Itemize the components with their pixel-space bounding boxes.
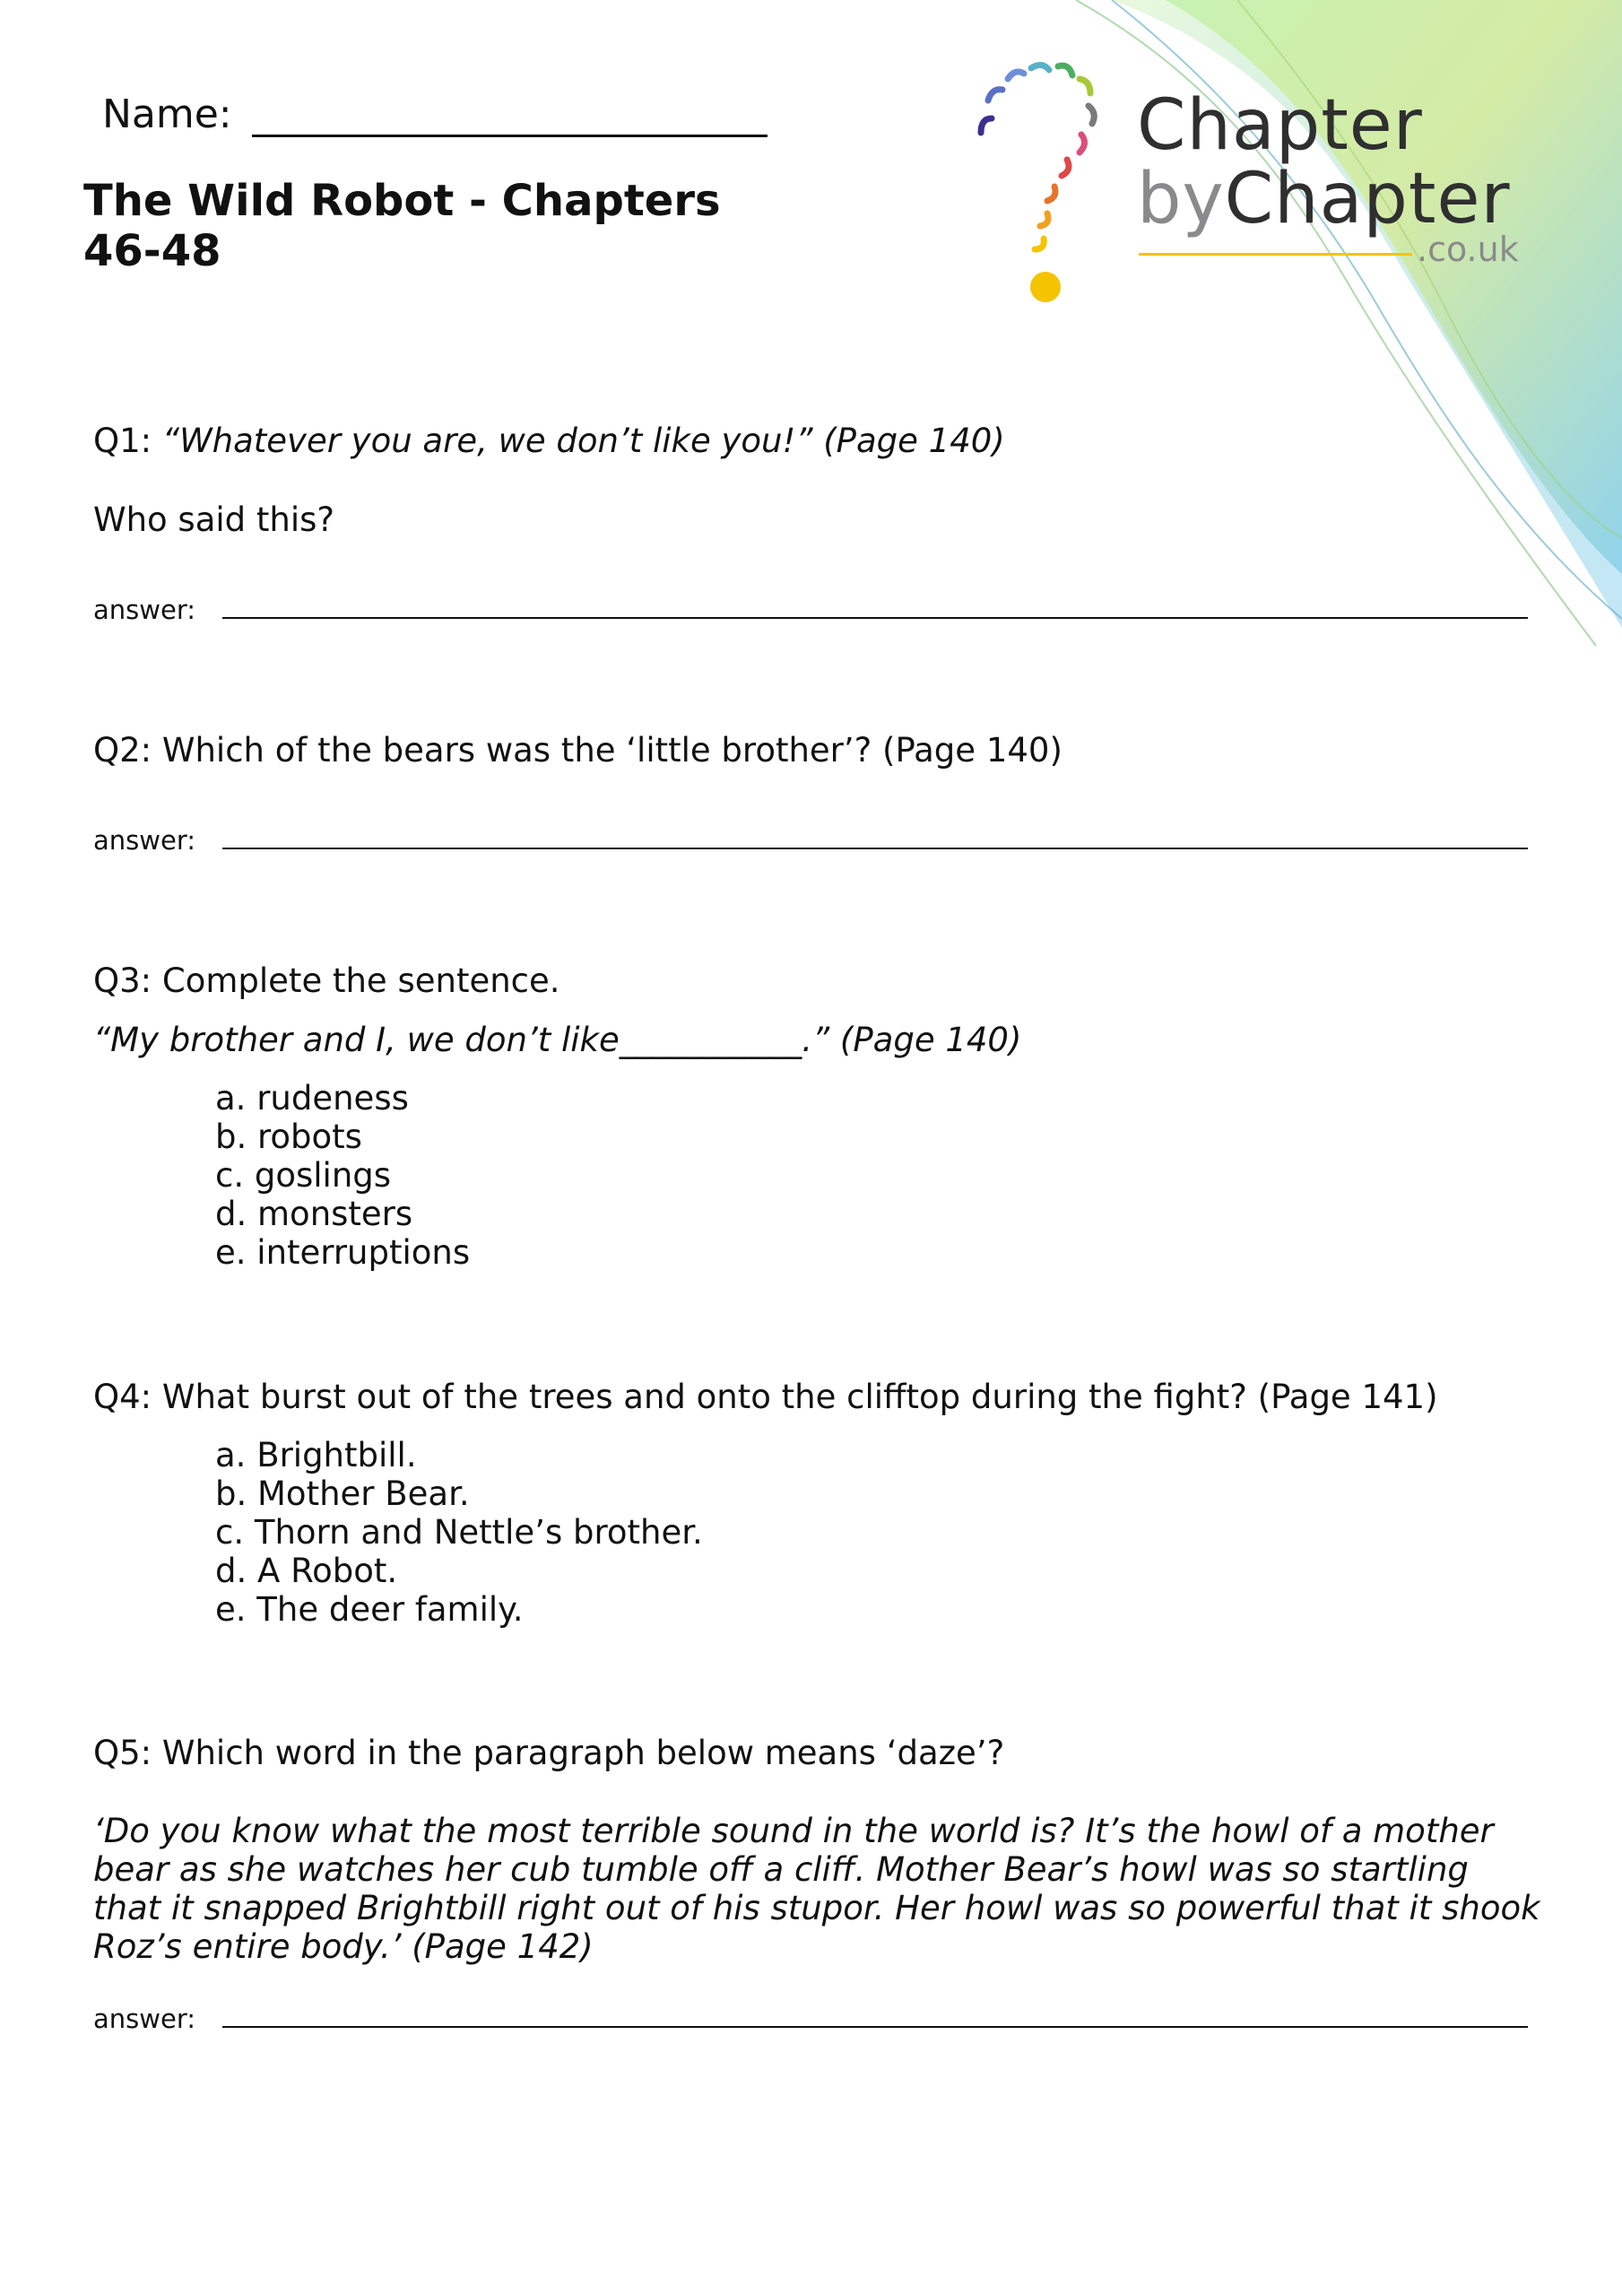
logo-text-by: by: [1137, 159, 1225, 239]
q3-option: b. robots: [215, 1118, 362, 1156]
q2-text: Q2: Which of the bears was the ‘little brother’? (Page 140): [93, 731, 1063, 770]
q4-option: e. The deer family.: [215, 1590, 524, 1629]
logo-text-line1: Chapter: [1137, 85, 1423, 166]
worksheet-title: The Wild Robot - Chapters 46-48: [83, 176, 721, 276]
name-label: Name:: [102, 91, 232, 137]
q2-answer-row: [93, 825, 1528, 856]
q1-prompt: Who said this?: [93, 500, 335, 539]
q5-answer-line[interactable]: [222, 2024, 1528, 2028]
logo-rule: [1139, 253, 1412, 256]
answer-label: answer:: [93, 2004, 196, 2034]
q3-option: d. monsters: [215, 1195, 413, 1233]
q5-text: Q5: Which word in the paragraph below means ‘daze’?: [93, 1734, 1005, 1772]
logo-question-mark-icon: [968, 52, 1121, 312]
q4-option: b. Mother Bear.: [215, 1474, 470, 1513]
answer-label: answer:: [93, 825, 196, 856]
q4-option: a. Brightbill.: [215, 1436, 417, 1474]
q5-answer-row: [93, 2004, 1528, 2034]
q3-option: e. interruptions: [215, 1233, 471, 1272]
name-row: [102, 90, 768, 137]
q1-heading: [93, 422, 1005, 460]
q2-answer-line[interactable]: [222, 846, 1528, 849]
q3-quote: “My brother and I, we don’t like___________.” (Page 140): [93, 1021, 1022, 1059]
name-blank-line[interactable]: [252, 90, 768, 137]
logo-domain: .co.uk: [1417, 230, 1519, 269]
q4-options: [215, 1436, 703, 1629]
q1-answer-row: [93, 595, 1528, 625]
logo-text-chapter: Chapter: [1224, 159, 1511, 239]
q1-quote: “Whatever you are, we don’t like you!” (Page 140): [161, 422, 1005, 460]
q4-option: c. Thorn and Nettle’s brother.: [215, 1513, 703, 1552]
logo-text-line2: [1137, 159, 1511, 239]
q3-options: [215, 1079, 470, 1272]
q5-paragraph: ‘Do you know what the most terrible sound in the world is? It’s the howl of a mother bear as she watches her cub tumble off a cliff. Mother Bear’s howl was so startling that it snapped Brightbill right out of his stupor. Her howl was so powerful that it shook Roz’s entire body.’ (Page 142): [93, 1812, 1540, 1966]
q4-option: d. A Robot.: [215, 1552, 398, 1590]
q3-text: Q3: Complete the sentence.: [93, 961, 560, 1000]
answer-label: answer:: [93, 595, 196, 625]
q1-label: Q1:: [93, 422, 152, 460]
q4-text: Q4: What burst out of the trees and onto the clifftop during the fight? (Page 141): [93, 1378, 1438, 1416]
q1-answer-line[interactable]: [222, 615, 1528, 619]
q3-option: a. rudeness: [215, 1079, 409, 1118]
q3-option: c. goslings: [215, 1156, 392, 1195]
